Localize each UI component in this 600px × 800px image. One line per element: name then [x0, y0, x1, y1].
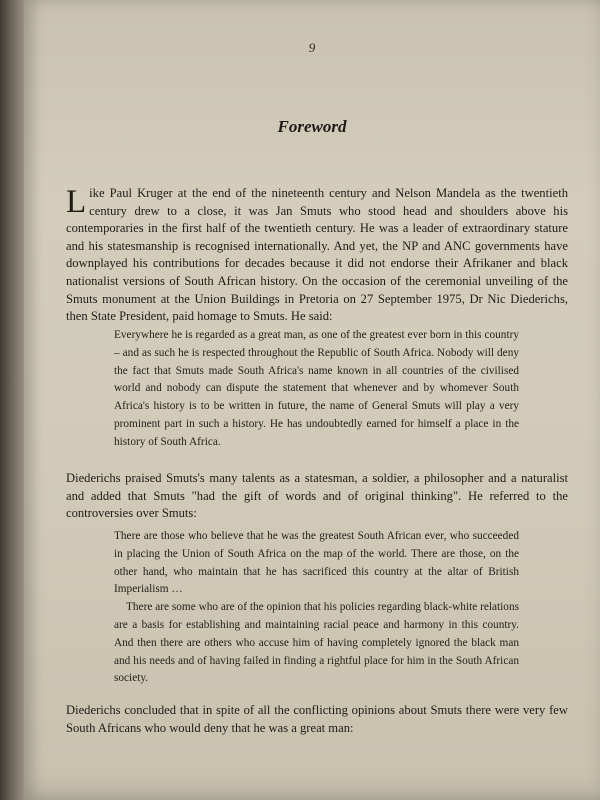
paragraph-intro — [66, 185, 568, 326]
paragraph-praise — [66, 470, 568, 523]
block-quote-1-text: Everywhere he is regarded as a great man, as one of the greatest ever born in this country – and as such he is respected throughout the Republic of South Africa. Nobody will deny the fact that Smuts made South Africa's name known in all countries of the civilised world and nobody can dispute the statement that whenever and by whomever South Africa's history is to be written in future, the name of General Smuts will play a very prominent part in such a history. He has undoubtedly earned for himself a place in the history of South Africa. — [114, 329, 519, 448]
paragraph-intro-text: ike Paul Kruger at the end of the nineteenth century and Nelson Mandela as the twentieth century drew to a close, it was Jan Smuts who stood head and shoulders above his contemporaries in the first half of the twentieth century. He was a leader of extraordinary stature and his statesmanship is recognised internationally. And yet, the NP and ANC governments have downplayed his contributions for decades because it did not endorse their Afrikaner and black nationalist versions of South African history. On the occasion of the ceremonial unveiling of the Smuts monument at the Union Buildings in Pretoria on 27 September 1975, Dr Nic Diederichs, then State President, paid homage to Smuts. He said: — [66, 186, 568, 324]
page-number: 9 — [308, 40, 316, 55]
block-quote-2-part-2: There are some who are of the opinion that his policies regarding black-white relations are a basis for establishing and maintaining racial peace and harmony in this country. And then there are others who accuse him of having completely ignored the black man and his needs and of having failed in finding a rightful place for him in the South African society. — [114, 601, 519, 685]
drop-cap: L — [66, 184, 87, 220]
block-quote-1 — [114, 327, 519, 452]
book-page — [24, 0, 600, 800]
paragraph-conclusion-text: Diederichs concluded that in spite of all the conflicting opinions about Smuts there were very few South Africans who would deny that he was a great man: — [66, 703, 568, 735]
block-quote-2-part-1: There are those who believe that he was the greatest South African ever, who succeeded in placing the Union of South Africa on the map of the world. There are those, on the other hand, who maintain that he has sacrificed this country at the altar of British Imperialism … — [114, 530, 519, 596]
page-title: Foreword — [277, 117, 347, 136]
paragraph-praise-text: Diederichs praised Smuts's many talents as a statesman, a soldier, a philosopher and a naturalist and added that Smuts "had the gift of words and of original thinking". He referred to the controversies over Smuts: — [66, 471, 568, 521]
block-quote-2 — [114, 528, 519, 688]
paragraph-conclusion — [66, 702, 568, 737]
